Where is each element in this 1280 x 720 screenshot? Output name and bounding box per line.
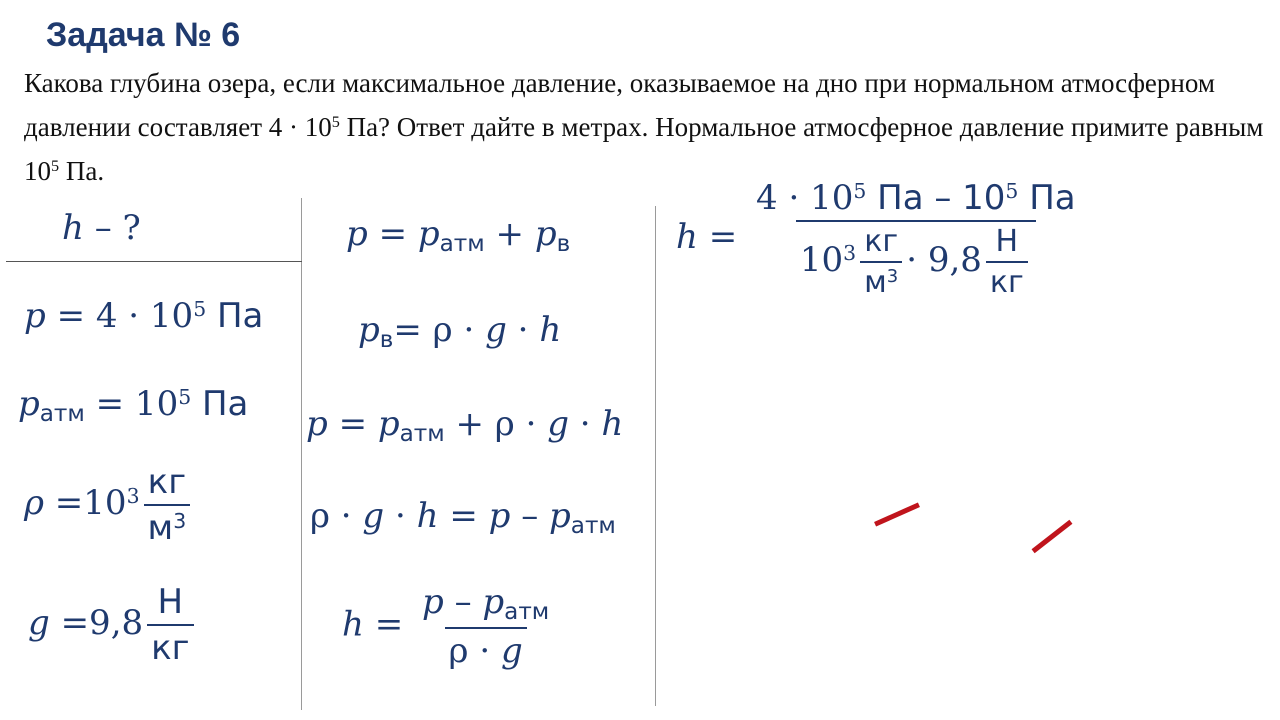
given-unknown: h – ? (62, 208, 141, 248)
problem-exp-2: 5 (51, 156, 60, 175)
problem-text-1: Какова глубина озера, если максимальное давление, оказываемое на дно при нормальном атмосферном давлении составляет 4 · 10 (24, 68, 1215, 142)
problem-exp-1: 5 (331, 113, 340, 131)
problem-statement (24, 64, 1264, 191)
formula-depth: h = $\frac{p - p_{атм}}{\rho \cdot g}$ (342, 582, 550, 671)
task-title: Задача № 6 (46, 16, 241, 54)
cancel-mark-right (1032, 520, 1073, 553)
given-patm: $p_{атм} = 10^5$ Па (18, 384, 249, 427)
given-rho: $\rho =10^3$ $\frac{кг}{м^3}$ (24, 462, 194, 548)
given-g: g =9,8 $\frac{Н}{кг}$ (28, 582, 198, 668)
formula-water-pressure: $p_в= \rho \cdot g \cdot h$ (358, 310, 562, 353)
problem-text-2: Па? Ответ дайте в метрах. Нормальное атмосферное давление примите равным 10 (24, 111, 1264, 186)
formula-rearranged: $\rho \cdot g \cdot h = p - p_{атм}$ (310, 496, 616, 539)
given-underline (6, 261, 302, 262)
calculation: h = $4 \cdot 10^5$ Па – $10^5$ Па $10^3$ $\frac{кг}{м^3}$ · 9,8 $\frac{Н}{кг}$ (676, 178, 1076, 300)
problem-text-3: Па. (59, 155, 105, 186)
given-p: $p = 4 \cdot 10^5$ Па (24, 296, 264, 336)
formula-substituted: $p = p_{атм} + \rho \cdot g \cdot h$ (306, 404, 624, 447)
divider-middle (655, 206, 656, 706)
formula-total-pressure: $p = p_{атм} + p_в$ (346, 214, 571, 257)
divider-left (301, 198, 302, 710)
cancel-mark-left (874, 502, 920, 526)
